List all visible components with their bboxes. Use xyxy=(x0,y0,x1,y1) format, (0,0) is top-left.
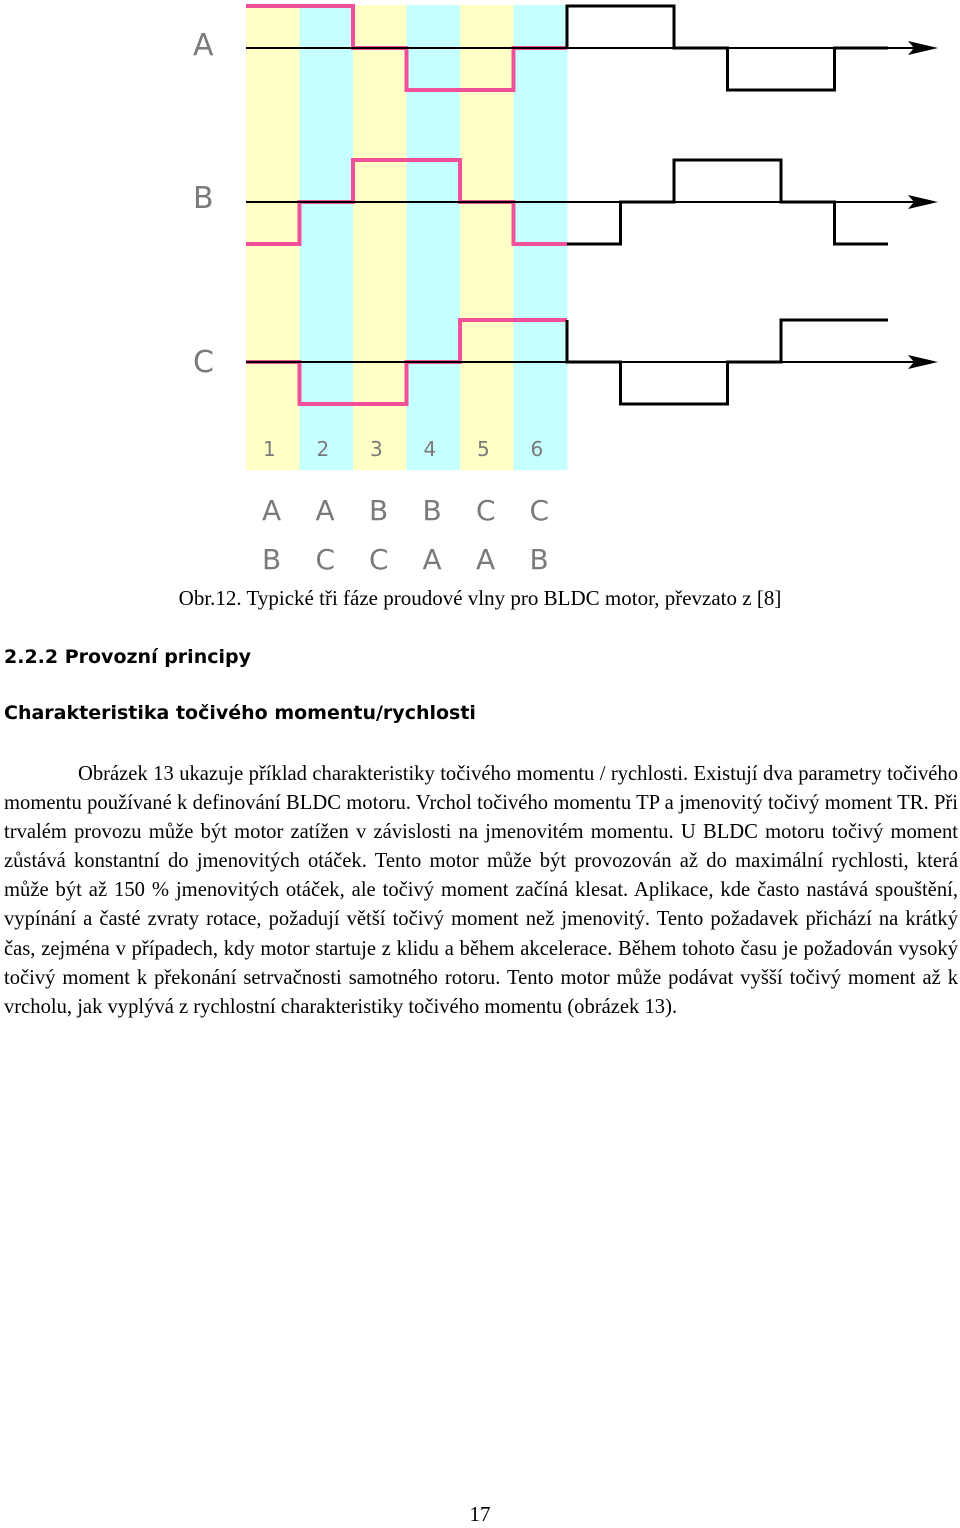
pair-top-4: B xyxy=(422,494,442,527)
pair-bottom-2: C xyxy=(315,543,336,576)
step-band-6 xyxy=(514,5,568,470)
step-number-3: 3 xyxy=(370,437,383,461)
figure-caption: Obr.12. Typické tři fáze proudové vlny pro BLDC motor, převzato z [8] xyxy=(178,586,782,610)
step-number-5: 5 xyxy=(477,437,490,461)
step-band-2 xyxy=(300,5,354,470)
step-band-1 xyxy=(246,5,300,470)
body-paragraph xyxy=(4,760,958,1022)
page-number: 17 xyxy=(469,1502,491,1526)
step-number-2: 2 xyxy=(316,437,330,461)
step-number-1: 1 xyxy=(263,437,276,461)
pair-bottom-6: B xyxy=(529,543,549,576)
step-band-3 xyxy=(353,5,407,470)
pair-top-1: A xyxy=(262,494,282,527)
bldc-waveform-figure xyxy=(0,0,960,580)
pair-bottom-4: A xyxy=(422,543,442,576)
pair-top-2: A xyxy=(315,494,335,527)
pair-top-6: C xyxy=(529,494,550,527)
phase-label-b: B xyxy=(193,181,214,216)
sub-heading: Charakteristika točivého momentu/rychlosti xyxy=(4,702,476,724)
commutation-pairs xyxy=(262,494,549,576)
phase-label-c: C xyxy=(193,345,214,380)
step-number-4: 4 xyxy=(423,437,437,461)
figure-labels xyxy=(193,28,214,380)
step-band-4 xyxy=(407,5,461,470)
pair-bottom-5: A xyxy=(476,543,496,576)
pair-top-5: C xyxy=(476,494,496,527)
pair-top-3: B xyxy=(369,494,389,527)
phase-label-a: A xyxy=(193,28,214,63)
body-paragraph-text: Obrázek 13 ukazuje příklad charakteristiky točivého momentu / rychlosti. Existují dva parametry točivého momentu používané k definování BLDC motoru. Vrchol točivého momentu TP a jmenovitý točivý moment TR. Při trvalém provozu může být motor zatížen v závislosti na jmenovitém momentu. U BLDC motoru točivý moment zůstává konstantní do jmenovitých otáček. Tento motor může být provozován až do maximální rychlosti, která může být až 150 % jmenovitých otáček, ale točivý moment začíná klesat. Aplikace, kde často nastává spouštění, vypínání a časté zvraty rotace, požadují větší točivý moment než jmenovitý. Tento požadavek přichází na krátký čas, zejména v případech, kdy motor startuje z klidu a během akcelerace. Během tohoto času je požadován vysoký točivý moment k překonání setrvačnosti samotného rotoru. Tento motor může podávat vyšší točivý moment až k vrcholu, jak vyplývá z rychlostní charakteristiky točivého momentu (obrázek 13). xyxy=(4,763,958,1018)
pair-bottom-1: B xyxy=(262,543,282,576)
step-number-6: 6 xyxy=(530,437,544,461)
section-heading: 2.2.2 Provozní principy xyxy=(4,646,251,668)
pair-bottom-3: C xyxy=(369,543,389,576)
step-band-5 xyxy=(460,5,514,470)
